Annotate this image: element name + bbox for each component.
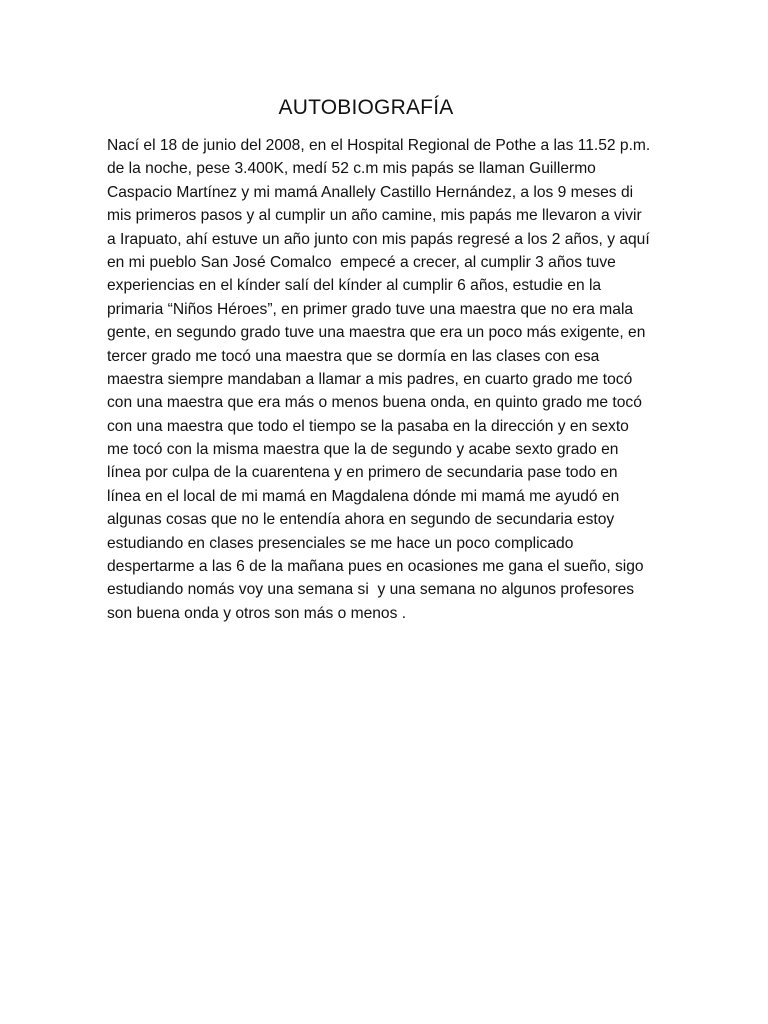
body-line: línea por culpa de la cuarentena y en primero de secundaria pase todo en	[107, 464, 618, 482]
body-line: en mi pueblo San José Comalco empecé a crecer, al cumplir 3 años tuve	[107, 253, 616, 271]
body-line: estudiando nomás voy una semana si y una semana no algunos profesores	[107, 581, 635, 599]
body-line: me tocó con la misma maestra que la de segundo y acabe sexto grado en	[107, 441, 619, 459]
body-line: estudiando en clases presenciales se me hace un poco complicado	[107, 534, 574, 552]
body-line: gente, en segundo grado tuve una maestra que era un poco más exigente, en	[107, 324, 646, 342]
body-line: mis primeros pasos y al cumplir un año camine, mis papás me llevaron a vivir	[107, 207, 642, 225]
body-line: línea en el local de mi mamá en Magdalena dónde mi mamá me ayudó en	[107, 487, 620, 505]
body-line: maestra siempre mandaban a llamar a mis padres, en cuarto grado me tocó	[107, 370, 633, 388]
body-line: tercer grado me tocó una maestra que se dormía en las clases con esa	[107, 347, 600, 365]
body-line: algunas cosas que no le entendía ahora en segundo de secundaria estoy	[107, 511, 615, 529]
body-line: despertarme a las 6 de la mañana pues en ocasiones me gana el sueño, sigo	[107, 558, 644, 576]
body-line: de la noche, pese 3.400K, medí 52 c.m mis papás se llaman Guillermo	[107, 160, 596, 178]
document-title: AUTOBIOGRAFÍA	[278, 96, 454, 119]
body-line: son buena onda y otros son más o menos .	[107, 604, 407, 622]
body-line: con una maestra que todo el tiempo se la pasaba en la dirección y en sexto	[107, 417, 629, 435]
body-line: experiencias en el kínder salí del kínder al cumplir 6 años, estudie en la	[107, 277, 602, 295]
body-line: primaria “Niños Héroes”, en primer grado tuve una maestra que no era mala	[107, 300, 634, 318]
body-line: con una maestra que era más o menos buena onda, en quinto grado me tocó	[107, 394, 642, 412]
body-line: Caspacio Martínez y mi mamá Anallely Castillo Hernández, a los 9 meses di	[107, 183, 634, 201]
body-line: a Irapuato, ahí estuve un año junto con mis papás regresé a los 2 años, y aquí	[107, 230, 650, 248]
document-body	[107, 134, 667, 625]
body-line: Nací el 18 de junio del 2008, en el Hospital Regional de Pothe a las 11.52 p.m.	[107, 137, 651, 154]
